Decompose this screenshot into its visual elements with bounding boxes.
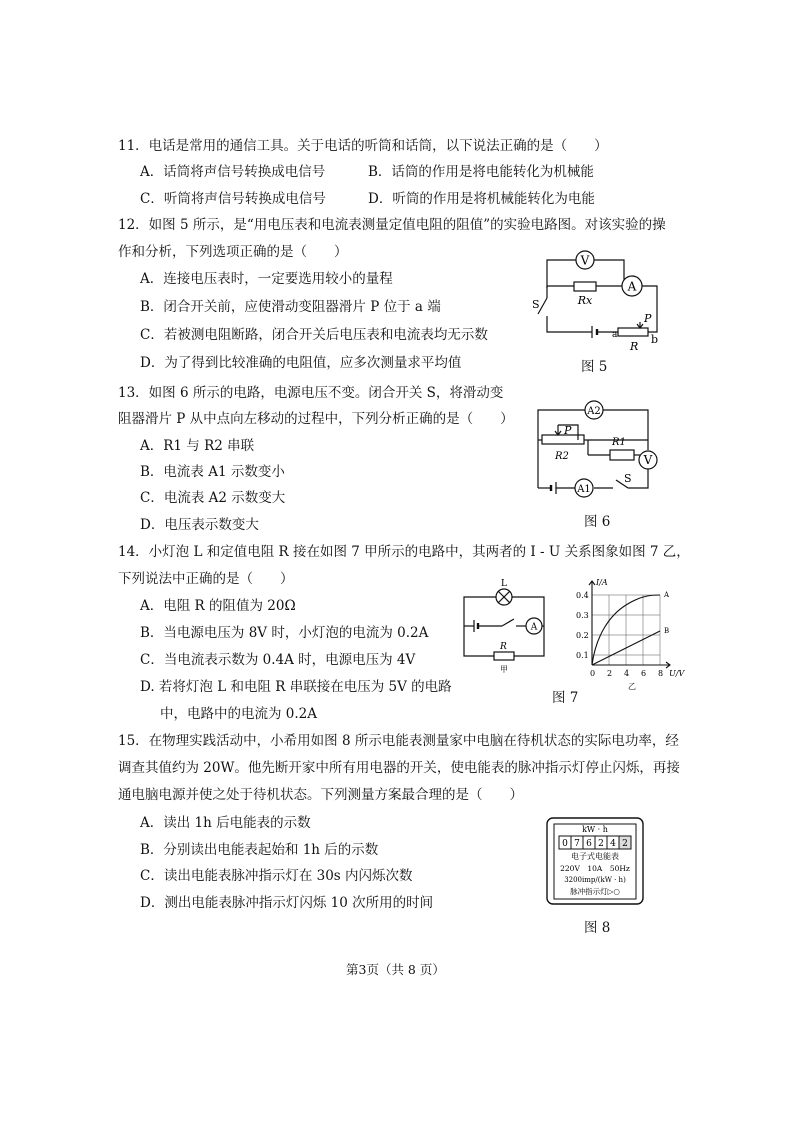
figure-7-caption: 图 7 bbox=[552, 690, 579, 706]
fig7-graph-xlabel: U/V bbox=[669, 669, 685, 678]
q11-option-a: A．话筒将声信号转换成电信号 bbox=[140, 164, 326, 180]
meter-digit: 7 bbox=[574, 839, 580, 849]
q13-option-d: D．电压表示数变大 bbox=[140, 517, 259, 533]
q13-stem-line1: 13．如图 6 所示的电路，电源电压不变。闭合开关 S，将滑动变 bbox=[118, 385, 504, 401]
q15-option-b: B．分别读出电能表起始和 1h 后的示数 bbox=[140, 842, 379, 858]
fig6-r2-label: R2 bbox=[555, 451, 569, 462]
q12-option-a: A．连接电压表时，一定要选用较小的量程 bbox=[140, 271, 393, 287]
fig7-xtick: 8 bbox=[658, 669, 664, 678]
q15-option-a: A．读出 1h 后电能表的示数 bbox=[140, 815, 311, 831]
fig7-sublabel-yi: 乙 bbox=[628, 682, 636, 691]
meter-digit: 0 bbox=[562, 839, 568, 849]
fig7-xtick: 4 bbox=[624, 669, 630, 678]
q15-option-c: C．读出电能表脉冲指示灯在 30s 内闪烁次数 bbox=[140, 868, 413, 884]
fig7-series-a-label: A bbox=[664, 591, 670, 599]
fig7-ytick: 0.1 bbox=[576, 651, 589, 660]
fig7-ytick: 0.3 bbox=[576, 611, 589, 620]
q15-stem-line3: 通电脑电源并使之处于待机状态。下列测量方案最合理的是（ ） bbox=[118, 787, 523, 803]
figure-6-circuit bbox=[528, 400, 668, 508]
fig7-ytick: 0.2 bbox=[576, 631, 589, 640]
meter-indicator: 脉冲指示灯▷○ bbox=[570, 887, 620, 896]
meter-digit: 2 bbox=[598, 839, 604, 849]
meter-constant: 3200imp/(kW · h) bbox=[564, 876, 626, 884]
fig6-v-label: V bbox=[643, 453, 653, 467]
fig5-switch-label: S bbox=[532, 298, 540, 311]
fig5-voltmeter-label: V bbox=[580, 253, 590, 268]
fig6-p-label: P bbox=[564, 424, 572, 437]
meter-digit: 4 bbox=[610, 839, 616, 849]
fig6-r1-label: R1 bbox=[612, 437, 626, 448]
figure-5-caption: 图 5 bbox=[581, 359, 608, 375]
fig7-r-label: R bbox=[500, 642, 507, 652]
fig6-s-label: S bbox=[624, 472, 632, 485]
q15-stem-line2: 调查其值约为 20W。他先断开家中所有用电器的开关，使电能表的脉冲指示灯停止闪烁，再接 bbox=[118, 760, 680, 776]
q13-option-a: A．R1 与 R2 串联 bbox=[140, 438, 255, 454]
figure-5-circuit bbox=[520, 240, 670, 355]
figure-8-caption: 图 8 bbox=[584, 920, 611, 936]
meter-unit: kW · h bbox=[582, 825, 608, 834]
q12-option-d: D．为了得到比较准确的电阻值，应多次测量求平均值 bbox=[140, 355, 462, 371]
q15-option-d: D．测出电能表脉冲指示灯闪烁 10 次所用的时间 bbox=[140, 895, 434, 911]
fig7-sublabel-jia: 甲 bbox=[500, 665, 508, 674]
fig7-xtick: 6 bbox=[641, 669, 647, 678]
q12-option-c: C．若被测电阻断路，闭合开关后电压表和电流表均无示数 bbox=[140, 327, 488, 343]
fig5-b-label: b bbox=[651, 333, 659, 346]
fig7-series-b-label: B bbox=[664, 627, 670, 635]
q14-option-a: A．电阻 R 的阻值为 20Ω bbox=[140, 598, 296, 614]
fig5-p-label: P bbox=[644, 312, 652, 325]
fig5-a-label: a bbox=[612, 330, 618, 340]
q15-stem-line1: 15．在物理实践活动中，小希用如图 8 所示电能表测量家中电脑在待机状态的实际电功率，经 bbox=[118, 733, 679, 749]
q13-option-c: C．电流表 A2 示数变大 bbox=[140, 490, 286, 506]
q12-stem-line1: 12．如图 5 所示，是“用电压表和电流表测量定值电阻的阻值”的实验电路图。对该实验的操 bbox=[118, 217, 666, 233]
figure-7-circuit bbox=[458, 574, 558, 674]
q13-stem-line2: 阻器滑片 P 从中点向左移动的过程中，下列分析正确的是（ ） bbox=[118, 411, 514, 427]
fig7-ytick: 0.4 bbox=[576, 591, 589, 600]
q11-option-b: B．话筒的作用是将电能转化为机械能 bbox=[368, 164, 594, 180]
q13-option-b: B．电流表 A1 示数变小 bbox=[140, 464, 285, 480]
q14-stem-line1: 14．小灯泡 L 和定值电阻 R 接在如图 7 甲所示的电路中，其两者的 I - U 关系图象如图 7 乙， bbox=[118, 544, 690, 560]
figure-8-energy-meter bbox=[545, 816, 645, 906]
meter-name: 电子式电能表 bbox=[571, 852, 619, 861]
page-footer: 第3页（共 8 页） bbox=[346, 962, 445, 977]
q12-option-b: B．闭合开关前，应使滑动变阻器滑片 P 位于 a 端 bbox=[140, 299, 441, 315]
figure-6-caption: 图 6 bbox=[584, 514, 611, 530]
fig7-xtick: 0 bbox=[590, 669, 596, 678]
figure-7-graph bbox=[572, 575, 688, 679]
q14-option-d: D. 若将灯泡 L 和电阻 R 串联接在电压为 5V 的电路 bbox=[140, 679, 452, 695]
fig7-ammeter-label: A bbox=[530, 622, 538, 633]
q14-option-c: C．当电流表示数为 0.4A 时，电源电压为 4V bbox=[140, 652, 416, 668]
fig7-lamp-label: L bbox=[501, 579, 507, 589]
q14-option-d-continued: 中，电路中的电流为 0.2A bbox=[160, 706, 318, 722]
fig7-xtick: 2 bbox=[607, 669, 613, 678]
meter-digit: 6 bbox=[586, 839, 592, 849]
fig6-a1-label: A1 bbox=[577, 484, 591, 495]
q14-stem-line2: 下列说法中正确的是（ ） bbox=[118, 571, 294, 587]
fig5-rx-label: Rx bbox=[577, 294, 593, 307]
q12-stem-line2: 作和分析，下列选项正确的是（ ） bbox=[118, 244, 348, 260]
fig7-graph-ylabel: I/A bbox=[596, 578, 608, 587]
q14-option-b: B．当电源电压为 8V 时，小灯泡的电流为 0.2A bbox=[140, 625, 429, 641]
fig5-ammeter-label: A bbox=[627, 279, 637, 294]
q11-stem: 11．电话是常用的通信工具。关于电话的听筒和话筒，以下说法正确的是（ ） bbox=[118, 138, 608, 154]
q11-option-d: D．听筒的作用是将机械能转化为电能 bbox=[368, 191, 595, 207]
meter-rating: 220V 10A 50Hz bbox=[560, 864, 630, 873]
fig5-r-label: R bbox=[630, 340, 639, 353]
meter-digit: 2 bbox=[622, 839, 628, 849]
q11-option-c: C．听筒将声信号转换成电信号 bbox=[140, 191, 326, 207]
fig6-a2-label: A2 bbox=[587, 406, 601, 417]
